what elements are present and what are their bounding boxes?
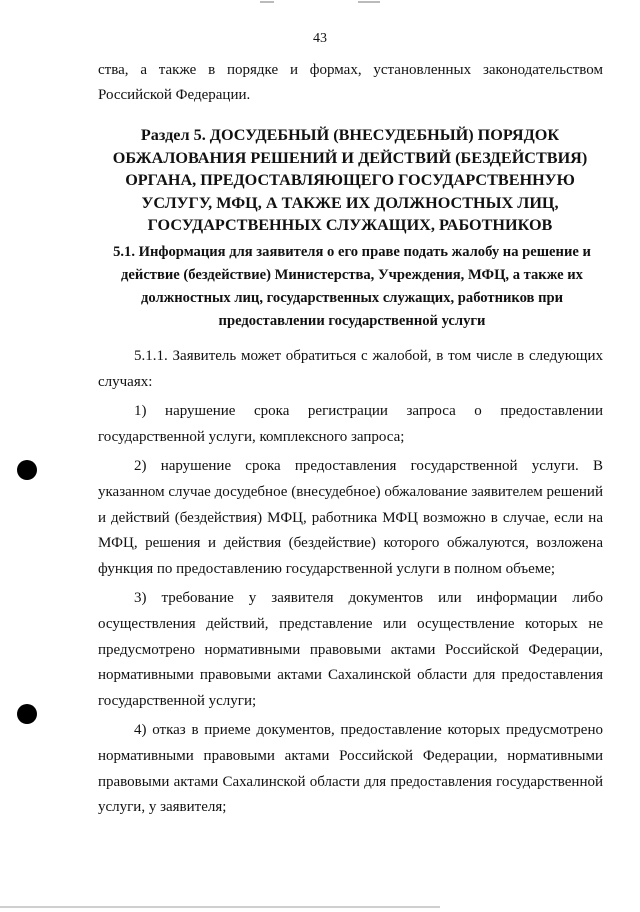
- paragraph-5-1-1: 5.1.1. Заявитель может обратиться с жалобой, в том числе в следующих случаях:: [98, 348, 603, 390]
- body-paragraphs: [98, 344, 603, 825]
- subsection-heading: 5.1. Информация для заявителя о его праве подать жалобу на решение и действие (бездействие) Министерства, Учреждения, МФЦ, а также их должностных лиц, государственных служащих, работников при предоставлении государственной услуги: [113, 244, 591, 329]
- punch-hole-icon: [17, 704, 37, 724]
- section-heading: Раздел 5. ДОСУДЕБНЫЙ (ВНЕСУДЕБНЫЙ) ПОРЯДОК ОБЖАЛОВАНИЯ РЕШЕНИЙ И ДЕЙСТВИЙ (БЕЗДЕЙСТВИЯ) ОРГАНА, ПРЕДОСТАВЛЯЮЩЕГО ГОСУДАРСТВЕННУЮ УСЛУГУ, МФЦ, А ТАКЖЕ ИХ ДОЛЖНОСТНЫХ ЛИЦ, ГОСУДАРСТВЕННЫХ СЛУЖАЩИХ, РАБОТНИКОВ: [112, 126, 588, 234]
- page-number: 43: [313, 31, 327, 46]
- punch-hole-icon: [17, 460, 37, 480]
- list-item-2: 2) нарушение срока предоставления государственной услуги. В указанном случае досудебное (внесудебное) обжалование заявителем решений и действий (бездействия) МФЦ, работника МФЦ возможно в случае, если на МФЦ, решения и действия (бездействие) которого обжалуются, возложена функция по предоставлению государственной услуги в полном объеме;: [98, 458, 603, 577]
- scan-artifact-bottom: [0, 906, 440, 908]
- list-item-4: 4) отказ в приеме документов, предоставление которых предусмотрено нормативными правовыми актами Российской Федерации, нормативными правовыми актами Сахалинской области для предоставления государственной услуги, у заявителя;: [98, 722, 603, 816]
- continued-paragraph: ства, а также в порядке и формах, установленных законодательством Российской Федерации.: [98, 62, 603, 103]
- list-item-3: 3) требование у заявителя документов или информации либо осуществления действий, представление или осуществление которых не предусмотрено нормативными правовыми актами Российской Федерации, нормативными правовыми актами Сахалинской области для предоставления государственной услуги;: [98, 590, 603, 709]
- scan-artifact-top: [250, 0, 400, 6]
- list-item-1: 1) нарушение срока регистрации запроса о предоставлении государственной услуги, комплексного запроса;: [98, 403, 603, 445]
